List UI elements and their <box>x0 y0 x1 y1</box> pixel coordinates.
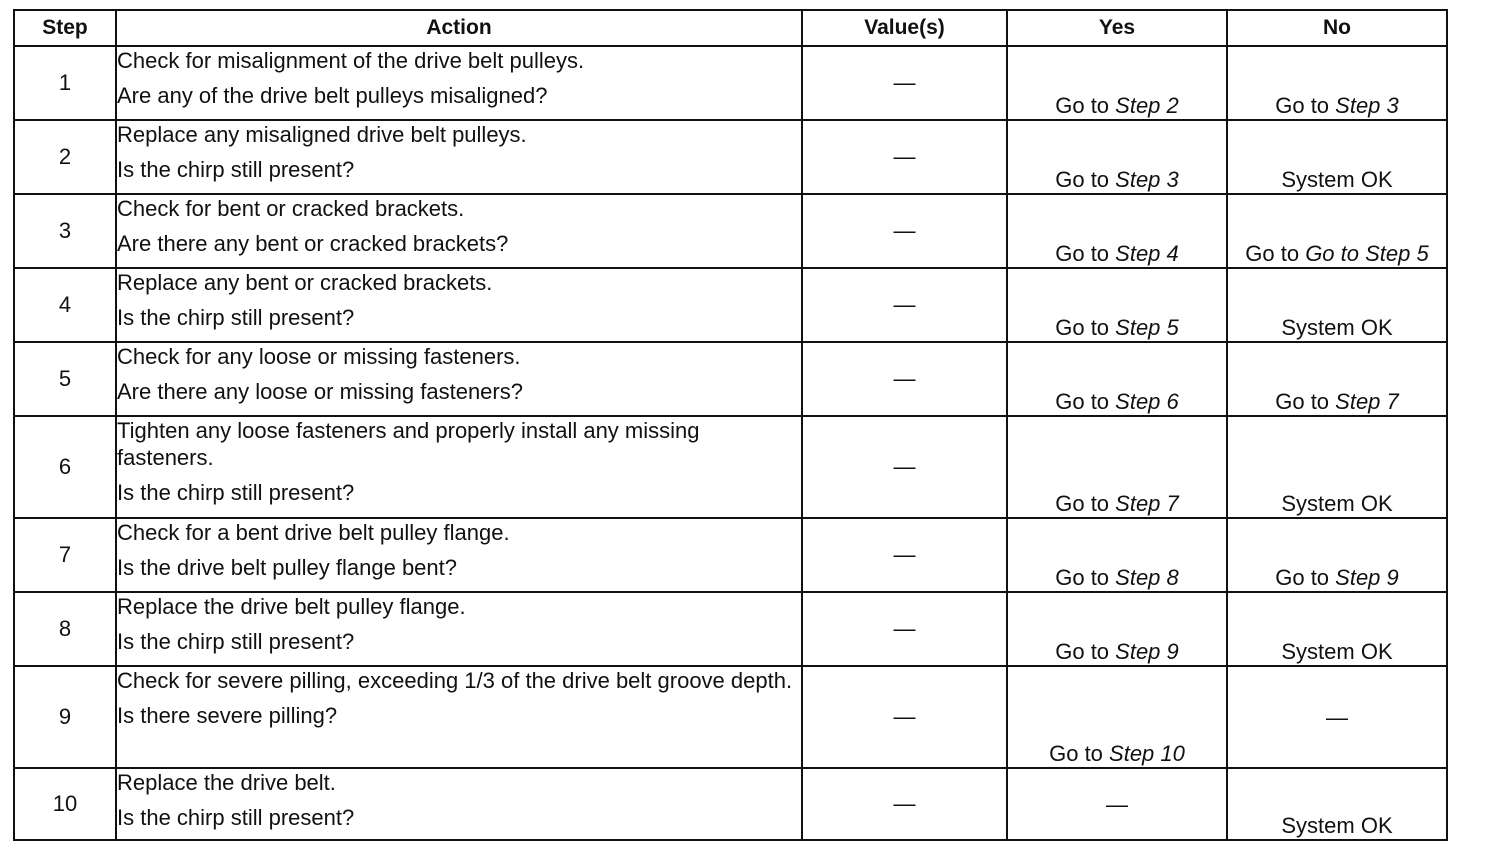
table-row <box>14 768 1447 840</box>
no-outcome-text: Go to <box>1245 241 1306 266</box>
table-row <box>14 518 1447 592</box>
action-text: Check for severe pilling, exceeding 1/3 of the drive belt groove depth. <box>117 668 793 693</box>
yes-outcome-step-ref: Step 2 <box>1115 93 1179 118</box>
yes-outcome <box>1007 416 1227 518</box>
action-cell <box>116 518 802 592</box>
yes-outcome <box>1007 268 1227 342</box>
yes-outcome <box>1007 342 1227 416</box>
yes-outcome-text: Go to <box>1055 491 1116 516</box>
values-cell: — <box>802 46 1007 120</box>
action-cell <box>116 666 802 768</box>
action-text: Check for bent or cracked brackets. <box>117 196 465 221</box>
no-outcome-text: — <box>1326 704 1348 730</box>
values-cell: — <box>802 268 1007 342</box>
no-outcome <box>1227 342 1447 416</box>
no-outcome <box>1227 416 1447 518</box>
values-cell: — <box>802 518 1007 592</box>
no-outcome-text: System OK <box>1281 813 1393 838</box>
yes-outcome-text: Go to <box>1055 565 1116 590</box>
step-number: 10 <box>14 768 116 840</box>
values-cell: — <box>802 592 1007 666</box>
yes-outcome-step-ref: Step 9 <box>1115 639 1179 664</box>
yes-outcome-text: — <box>1106 791 1128 817</box>
step-number: 4 <box>14 268 116 342</box>
table-row <box>14 46 1447 120</box>
no-outcome-text: Go to <box>1275 389 1336 414</box>
diagnostic-table <box>13 9 1448 841</box>
yes-outcome-text: Go to <box>1049 741 1110 766</box>
action-text: Check for a bent drive belt pulley flange. <box>117 520 510 545</box>
step-number: 5 <box>14 342 116 416</box>
action-question: Are there any loose or missing fasteners? <box>117 379 523 404</box>
step-number: 7 <box>14 518 116 592</box>
no-outcome-step-ref: Go to Step 5 <box>1305 241 1429 266</box>
action-text: Replace the drive belt. <box>117 770 336 795</box>
step-number: 1 <box>14 46 116 120</box>
yes-outcome <box>1007 194 1227 268</box>
values-cell: — <box>802 666 1007 768</box>
action-question: Is the chirp still present? <box>117 157 355 182</box>
action-cell <box>116 46 802 120</box>
step-number: 8 <box>14 592 116 666</box>
yes-outcome-text: Go to <box>1055 639 1116 664</box>
no-outcome <box>1227 120 1447 194</box>
action-cell <box>116 194 802 268</box>
yes-outcome <box>1007 46 1227 120</box>
no-outcome <box>1227 194 1447 268</box>
action-question: Is there severe pilling? <box>117 703 338 728</box>
action-question: Is the drive belt pulley flange bent? <box>117 555 458 580</box>
table-row <box>14 342 1447 416</box>
action-question: Is the chirp still present? <box>117 629 355 654</box>
yes-outcome-text: Go to <box>1055 241 1116 266</box>
no-outcome-step-ref: Step 9 <box>1335 565 1399 590</box>
header-yes: Yes <box>1007 10 1227 46</box>
header-no: No <box>1227 10 1447 46</box>
yes-outcome-step-ref: Step 10 <box>1109 741 1185 766</box>
no-outcome-step-ref: Step 7 <box>1335 389 1399 414</box>
step-number: 9 <box>14 666 116 768</box>
no-outcome-text: Go to <box>1275 93 1336 118</box>
action-cell <box>116 268 802 342</box>
header-action: Action <box>116 10 802 46</box>
no-outcome-step-ref: Step 3 <box>1335 93 1399 118</box>
action-question: Is the chirp still present? <box>117 305 355 330</box>
yes-outcome-text: Go to <box>1055 389 1116 414</box>
step-number: 3 <box>14 194 116 268</box>
step-number: 6 <box>14 416 116 518</box>
action-text: Replace any bent or cracked brackets. <box>117 270 493 295</box>
yes-outcome-step-ref: Step 3 <box>1115 167 1179 192</box>
action-cell <box>116 342 802 416</box>
yes-outcome-text: Go to <box>1055 167 1116 192</box>
yes-outcome <box>1007 120 1227 194</box>
no-outcome <box>1227 768 1447 840</box>
header-row <box>14 10 1447 46</box>
no-outcome-text: Go to <box>1275 565 1336 590</box>
step-number: 2 <box>14 120 116 194</box>
yes-outcome-step-ref: Step 8 <box>1115 565 1179 590</box>
yes-outcome <box>1007 518 1227 592</box>
table-row <box>14 416 1447 518</box>
values-cell: — <box>802 120 1007 194</box>
yes-outcome <box>1007 666 1227 768</box>
table-row <box>14 194 1447 268</box>
yes-outcome <box>1007 592 1227 666</box>
yes-outcome-step-ref: Step 5 <box>1115 315 1179 340</box>
action-text: Check for any loose or missing fasteners. <box>117 344 521 369</box>
table-row <box>14 592 1447 666</box>
action-question: Are any of the drive belt pulleys misaligned? <box>117 83 548 108</box>
action-cell <box>116 592 802 666</box>
values-cell: — <box>802 194 1007 268</box>
yes-outcome <box>1007 768 1227 840</box>
action-text: Tighten any loose fasteners and properly install any missing fasteners. <box>117 418 700 470</box>
action-cell <box>116 768 802 840</box>
no-outcome <box>1227 268 1447 342</box>
action-text: Replace any misaligned drive belt pulleys. <box>117 122 527 147</box>
yes-outcome-text: Go to <box>1055 93 1116 118</box>
yes-outcome-step-ref: Step 4 <box>1115 241 1179 266</box>
action-question: Is the chirp still present? <box>117 480 355 505</box>
no-outcome-text: System OK <box>1281 491 1393 516</box>
no-outcome <box>1227 518 1447 592</box>
yes-outcome-text: Go to <box>1055 315 1116 340</box>
yes-outcome-step-ref: Step 7 <box>1115 491 1179 516</box>
action-text: Replace the drive belt pulley flange. <box>117 594 466 619</box>
action-text: Check for misalignment of the drive belt pulleys. <box>117 48 585 73</box>
no-outcome <box>1227 666 1447 768</box>
table-row <box>14 120 1447 194</box>
action-cell <box>116 120 802 194</box>
values-cell: — <box>802 768 1007 840</box>
table-row <box>14 268 1447 342</box>
no-outcome <box>1227 592 1447 666</box>
no-outcome-text: System OK <box>1281 167 1393 192</box>
action-cell <box>116 416 802 518</box>
header-step: Step <box>14 10 116 46</box>
action-question: Is the chirp still present? <box>117 805 355 830</box>
table-row <box>14 666 1447 768</box>
values-cell: — <box>802 416 1007 518</box>
values-cell: — <box>802 342 1007 416</box>
no-outcome-text: System OK <box>1281 639 1393 664</box>
yes-outcome-step-ref: Step 6 <box>1115 389 1179 414</box>
no-outcome <box>1227 46 1447 120</box>
header-values: Value(s) <box>802 10 1007 46</box>
no-outcome-text: System OK <box>1281 315 1393 340</box>
action-question: Are there any bent or cracked brackets? <box>117 231 509 256</box>
